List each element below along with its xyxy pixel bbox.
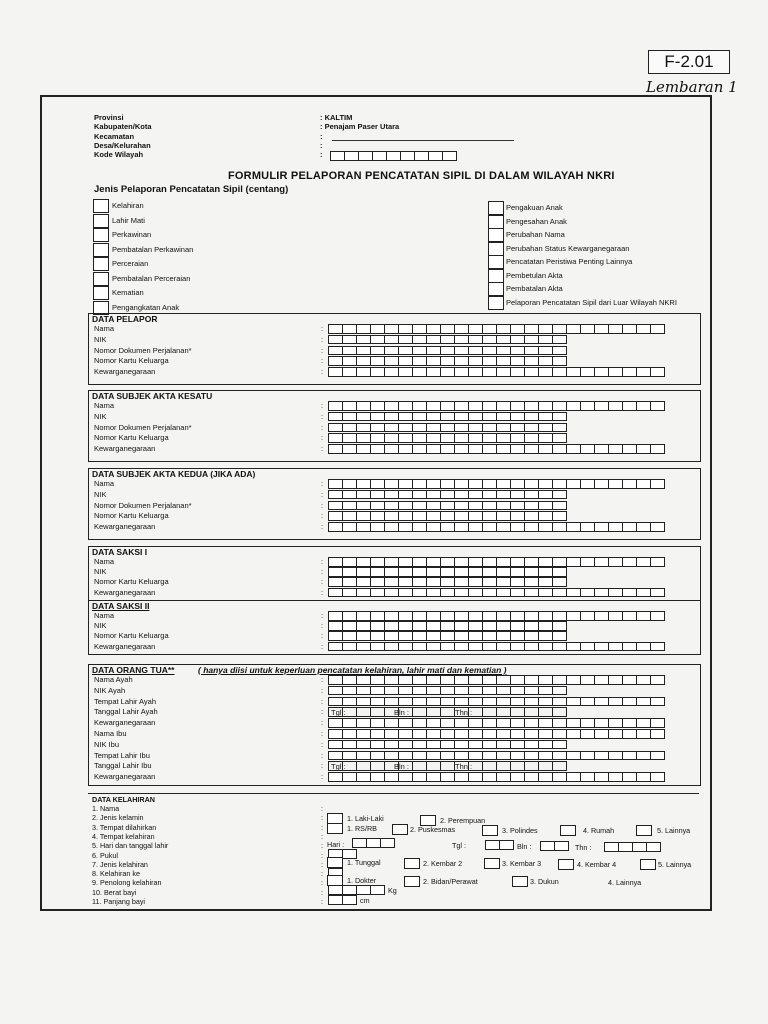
input-grid[interactable] bbox=[328, 346, 566, 356]
kecamatan-line bbox=[332, 140, 514, 141]
form-subtitle: Jenis Pelaporan Pencatatan Sipil (centang) bbox=[94, 184, 289, 195]
type-left-checkbox[interactable] bbox=[93, 272, 109, 286]
row-colon: : bbox=[321, 522, 324, 532]
input-grid[interactable] bbox=[328, 490, 566, 500]
row-colon: : bbox=[321, 718, 324, 728]
type-left-label: Perkawinan bbox=[112, 230, 152, 239]
kelahiran-colon: : bbox=[321, 841, 323, 851]
row-label: NIK bbox=[94, 489, 107, 499]
type-left-label: Pembatalan Perkawinan bbox=[112, 244, 194, 254]
row-label: Nama Ayah bbox=[94, 675, 133, 684]
input-grid[interactable] bbox=[328, 621, 566, 631]
date-label-tgl: Tgl : bbox=[331, 762, 346, 772]
kelahiran-top-line bbox=[88, 793, 699, 794]
section-title-pelapor: DATA PELAPOR bbox=[92, 314, 158, 324]
date-label-tgl: Tgl : bbox=[331, 708, 346, 718]
row-colon: : bbox=[321, 739, 324, 749]
type-right-label: Pencatatan Peristiwa Penting Lainnya bbox=[506, 257, 633, 266]
type-left-checkbox[interactable] bbox=[93, 243, 109, 257]
kel-tgl-label: Tgl : bbox=[452, 841, 466, 850]
cm-label: cm bbox=[360, 896, 370, 905]
date-label-bln: Bln : bbox=[394, 762, 410, 772]
row-label: Tempat Lahir Ayah bbox=[94, 696, 156, 706]
row-label: Kewarganegaraan bbox=[94, 444, 156, 454]
type-left-label: Kematian bbox=[112, 288, 144, 297]
kelahiran-colon: : bbox=[321, 887, 323, 897]
value-provinsi: : KALTIM bbox=[320, 113, 353, 122]
row-colon: : bbox=[321, 696, 324, 706]
row-colon: : bbox=[321, 500, 324, 510]
section-title-ortu: DATA ORANG TUA** bbox=[92, 665, 175, 675]
row-colon: : bbox=[321, 772, 324, 782]
row-colon: : bbox=[321, 707, 324, 717]
input-grid[interactable] bbox=[328, 686, 566, 696]
penolong-box-2[interactable] bbox=[404, 876, 420, 887]
row-label: Nomor Dokumen Perjalanan* bbox=[94, 500, 192, 510]
row-label: Tanggal Lahir Ibu bbox=[94, 761, 152, 771]
tempat-4: 4. Rumah bbox=[583, 826, 615, 835]
penolong-box-3[interactable] bbox=[512, 876, 528, 887]
kelahiran-row-label: 6. Pukul bbox=[92, 850, 118, 860]
row-colon: : bbox=[321, 621, 324, 631]
row-label: Kewarganegaraan bbox=[94, 718, 156, 728]
kel-thn-grid[interactable] bbox=[604, 842, 660, 852]
row-colon: : bbox=[321, 367, 324, 377]
section-title-subjek1: DATA SUBJEK AKTA KESATU bbox=[92, 391, 213, 401]
label-kabupaten: Kabupaten/Kota bbox=[94, 122, 152, 132]
jenis-2: 2. Kembar 2 bbox=[423, 859, 463, 868]
input-grid[interactable] bbox=[328, 642, 664, 652]
type-left-checkbox[interactable] bbox=[93, 257, 109, 271]
row-colon: : bbox=[321, 489, 324, 499]
row-label: Nama bbox=[94, 479, 115, 488]
row-label: Nomor Kartu Keluarga bbox=[94, 356, 169, 366]
date-grid[interactable] bbox=[328, 761, 566, 771]
value-kode: : bbox=[320, 150, 323, 160]
section-title-subjek2: DATA SUBJEK AKTA KEDUA (JIKA ADA) bbox=[92, 469, 256, 479]
kelahiran-row-label: 2. Jenis kelamin bbox=[92, 813, 144, 823]
kelahiran-row-label: 3. Tempat dilahirkan bbox=[92, 822, 157, 832]
type-left-label: Pembatalan Perceraian bbox=[112, 273, 191, 283]
row-colon: : bbox=[321, 761, 324, 771]
input-grid[interactable] bbox=[328, 367, 664, 377]
kelahiran-title: DATA KELAHIRAN bbox=[92, 795, 155, 804]
type-right-label: Pembetulan Akta bbox=[506, 270, 563, 280]
type-right-checkbox[interactable] bbox=[488, 201, 504, 215]
kelahiran-row-label: 11. Panjang bayi bbox=[92, 897, 146, 906]
label-kode: Kode Wilayah bbox=[94, 150, 144, 160]
type-left-checkbox[interactable] bbox=[93, 199, 109, 213]
tempat-2: 2. Puskesmas bbox=[410, 825, 456, 834]
type-right-checkbox[interactable] bbox=[488, 215, 504, 229]
row-colon: : bbox=[321, 587, 324, 597]
input-grid[interactable] bbox=[328, 479, 664, 489]
input-grid[interactable] bbox=[328, 718, 664, 728]
input-grid[interactable] bbox=[328, 511, 566, 521]
row-colon: : bbox=[321, 557, 324, 566]
penolong-4: 4. Lainnya bbox=[608, 878, 642, 887]
input-grid[interactable] bbox=[328, 729, 664, 739]
row-label: Nama bbox=[94, 557, 115, 566]
row-colon: : bbox=[321, 729, 324, 738]
value-desa: : bbox=[320, 140, 323, 150]
row-label: Kewarganegaraan bbox=[94, 587, 156, 597]
jenis-1: 1. Tunggal bbox=[347, 858, 381, 867]
type-right-checkbox[interactable] bbox=[488, 242, 504, 256]
kelahiran-colon: : bbox=[321, 897, 323, 906]
section-title-saksi2: DATA SAKSI II bbox=[92, 601, 150, 611]
form-code: F-2.01 bbox=[648, 50, 730, 74]
type-right-label: Perubahan Nama bbox=[506, 230, 565, 239]
kelahiran-colon: : bbox=[321, 804, 323, 813]
row-label: Nama bbox=[94, 611, 115, 620]
input-grid[interactable] bbox=[328, 444, 664, 454]
input-grid[interactable] bbox=[328, 751, 664, 761]
row-label: Kewarganegaraan bbox=[94, 522, 156, 532]
label-kecamatan: Kecamatan bbox=[94, 131, 135, 141]
row-colon: : bbox=[321, 611, 324, 620]
kelahiran-colon: : bbox=[321, 813, 323, 823]
penolong-2: 2. Bidan/Perawat bbox=[423, 877, 478, 886]
jk-1: 1. Laki-Laki bbox=[347, 814, 384, 823]
type-left-label: Kelahiran bbox=[112, 201, 144, 210]
input-grid[interactable] bbox=[328, 567, 566, 577]
kelahiran-colon: : bbox=[321, 878, 323, 888]
row-label: Tempat Lahir Ibu bbox=[94, 750, 150, 760]
date-label-bln: Bln : bbox=[394, 708, 410, 718]
input-grid[interactable] bbox=[328, 423, 566, 433]
input-grid[interactable] bbox=[328, 631, 566, 641]
row-label: NIK bbox=[94, 411, 107, 421]
kelahiran-row-label: 1. Nama bbox=[92, 804, 120, 813]
input-grid[interactable] bbox=[328, 501, 566, 511]
row-colon: : bbox=[321, 334, 324, 344]
input-grid[interactable] bbox=[328, 324, 664, 334]
input-grid[interactable] bbox=[328, 611, 664, 621]
hari-label: Hari : bbox=[327, 840, 345, 849]
label-desa: Desa/Kelurahan bbox=[94, 140, 151, 150]
section-note-ortu: ( hanya diisi untuk keperluan pencatatan kelahiran, lahir mati dan kematian ) bbox=[198, 665, 507, 675]
type-left-label: Lahir Mati bbox=[112, 215, 145, 225]
jk-2: 2. Perempuan bbox=[440, 816, 486, 825]
panjang-grid[interactable] bbox=[328, 895, 356, 905]
jenis-3: 3. Kembar 3 bbox=[502, 859, 542, 868]
date-label-thn: Thn : bbox=[455, 762, 473, 772]
tempat-box-2[interactable] bbox=[392, 824, 408, 835]
row-label: Kewarganegaraan bbox=[94, 641, 156, 651]
type-right-checkbox[interactable] bbox=[488, 282, 504, 296]
row-colon: : bbox=[321, 511, 324, 521]
row-label: NIK bbox=[94, 334, 107, 344]
kelahiran-row-label: 10. Berat bayi bbox=[92, 887, 137, 897]
row-label: NIK bbox=[94, 621, 107, 631]
jenis-box-1[interactable] bbox=[327, 857, 343, 868]
row-label: Nomor Kartu Keluarga bbox=[94, 577, 169, 587]
penolong-3: 3. Dukun bbox=[530, 877, 559, 886]
section-title-saksi1: DATA SAKSI I bbox=[92, 547, 148, 557]
row-label: Nomor Dokumen Perjalanan* bbox=[94, 422, 192, 432]
input-grid[interactable] bbox=[328, 412, 566, 422]
kel-tgl-grid[interactable] bbox=[485, 840, 513, 850]
row-label: Nama bbox=[94, 401, 115, 410]
type-right-label: Perubahan Status Kewarganegaraan bbox=[506, 243, 630, 253]
kelahiran-colon: : bbox=[321, 831, 323, 841]
tempat-3: 3. Polindes bbox=[502, 826, 538, 835]
jenis-5: 5. Lainnya bbox=[658, 860, 692, 869]
row-label: NIK bbox=[94, 567, 107, 577]
type-right-checkbox[interactable] bbox=[488, 228, 504, 242]
input-grid[interactable] bbox=[328, 577, 566, 587]
value-kecamatan: : bbox=[320, 131, 323, 141]
row-label: Nomor Kartu Keluarga bbox=[94, 433, 169, 443]
row-label: NIK Ibu bbox=[94, 739, 120, 749]
type-left-label: Pengangkatan Anak bbox=[112, 302, 180, 312]
jenis-box-5[interactable] bbox=[640, 859, 656, 870]
kel-thn-label: Thn : bbox=[575, 843, 592, 852]
kelahiran-row-label: 5. Hari dan tanggal lahir bbox=[92, 841, 169, 851]
row-label: Nama Ibu bbox=[94, 729, 127, 738]
type-left-checkbox[interactable] bbox=[93, 228, 109, 242]
kelahiran-colon: : bbox=[321, 869, 323, 879]
row-label: Nomor Kartu Keluarga bbox=[94, 511, 169, 521]
form-title: FORMULIR PELAPORAN PENCATATAN SIPIL DI DALAM WILAYAH NKRI bbox=[228, 170, 615, 182]
type-left-label: Perceraian bbox=[112, 259, 149, 268]
penolong-1: 1. Dokter bbox=[347, 876, 377, 885]
type-left-checkbox[interactable] bbox=[93, 286, 109, 300]
row-label: Nomor Dokumen Perjalanan* bbox=[94, 345, 192, 355]
row-label: Kewarganegaraan bbox=[94, 772, 156, 782]
row-colon: : bbox=[321, 631, 324, 641]
row-colon: : bbox=[321, 750, 324, 760]
row-colon: : bbox=[321, 433, 324, 443]
row-label: Tanggal Lahir Ayah bbox=[94, 707, 158, 717]
kel-bln-label: Bln : bbox=[517, 842, 532, 851]
jenis-box-2[interactable] bbox=[404, 858, 420, 869]
row-colon: : bbox=[321, 444, 324, 454]
kelahiran-row-label: 8. Kelahiran ke bbox=[92, 869, 140, 879]
kelahiran-row-label: 7. Jenis kelahiran bbox=[92, 859, 148, 869]
tempat-5: 5. Lainnya bbox=[657, 826, 691, 835]
jenis-4: 4. Kembar 4 bbox=[577, 860, 617, 869]
kelahiran-colon: : bbox=[321, 850, 323, 860]
type-right-label: Pembatalan Akta bbox=[506, 284, 563, 293]
kelahiran-row-label: 9. Penolong kelahiran bbox=[92, 878, 162, 888]
jenis-box-4[interactable] bbox=[558, 859, 574, 870]
tempat-1: 1. RS/RB bbox=[347, 824, 377, 833]
row-colon: : bbox=[321, 345, 324, 355]
input-grid[interactable] bbox=[328, 356, 566, 366]
row-colon: : bbox=[321, 641, 324, 651]
kode-wilayah-grid[interactable] bbox=[330, 151, 456, 161]
kelahiran-colon: : bbox=[321, 859, 323, 869]
row-colon: : bbox=[321, 567, 324, 577]
type-right-checkbox[interactable] bbox=[488, 269, 504, 283]
row-label: NIK Ayah bbox=[94, 685, 126, 695]
row-colon: : bbox=[321, 324, 324, 333]
row-colon: : bbox=[321, 479, 324, 488]
row-colon: : bbox=[321, 577, 324, 587]
input-grid[interactable] bbox=[328, 557, 664, 567]
row-colon: : bbox=[321, 401, 324, 410]
label-provinsi: Provinsi bbox=[94, 113, 124, 122]
date-label-thn: Thn : bbox=[455, 708, 473, 718]
row-colon: : bbox=[321, 685, 324, 695]
input-grid[interactable] bbox=[328, 740, 566, 750]
kg-label: Kg bbox=[388, 886, 397, 895]
type-left-checkbox[interactable] bbox=[93, 214, 109, 228]
input-grid[interactable] bbox=[328, 588, 664, 598]
input-grid[interactable] bbox=[328, 772, 664, 782]
tempat-box-5[interactable] bbox=[636, 825, 652, 836]
row-colon: : bbox=[321, 356, 324, 366]
handwritten-note: Lembaran 1 bbox=[646, 78, 738, 96]
type-right-checkbox[interactable] bbox=[488, 255, 504, 269]
type-right-label: Pengesahan Anak bbox=[506, 216, 567, 226]
hari-grid[interactable] bbox=[352, 838, 394, 848]
row-colon: : bbox=[321, 675, 324, 684]
value-kabupaten: : Penajam Paser Utara bbox=[320, 122, 400, 132]
input-grid[interactable] bbox=[328, 401, 664, 411]
row-colon: : bbox=[321, 422, 324, 432]
input-grid[interactable] bbox=[328, 433, 566, 443]
tempat-box-4[interactable] bbox=[560, 825, 576, 836]
row-label: Kewarganegaraan bbox=[94, 367, 156, 377]
date-grid[interactable] bbox=[328, 707, 566, 717]
kelahiran-colon: : bbox=[321, 822, 323, 832]
header-labels bbox=[94, 113, 152, 159]
kel-bln-grid[interactable] bbox=[540, 841, 568, 851]
type-right-label: Pelaporan Pencatatan Sipil dari Luar Wilayah NKRI bbox=[506, 297, 677, 307]
row-label: Nama bbox=[94, 324, 115, 333]
berat-grid[interactable] bbox=[328, 885, 384, 895]
input-grid[interactable] bbox=[328, 335, 566, 345]
tempat-box-1[interactable] bbox=[327, 823, 343, 834]
kelahiran-row-label: 4. Tempat kelahiran bbox=[92, 831, 155, 841]
row-colon: : bbox=[321, 411, 324, 421]
type-right-checkbox[interactable] bbox=[488, 296, 504, 310]
input-grid[interactable] bbox=[328, 675, 664, 685]
row-label: Nomor Kartu Keluarga bbox=[94, 631, 169, 641]
input-grid[interactable] bbox=[328, 522, 664, 532]
jenis-box-3[interactable] bbox=[484, 858, 500, 869]
tempat-box-3[interactable] bbox=[482, 825, 498, 836]
input-grid[interactable] bbox=[328, 697, 664, 707]
type-right-label: Pengakuan Anak bbox=[506, 203, 563, 212]
